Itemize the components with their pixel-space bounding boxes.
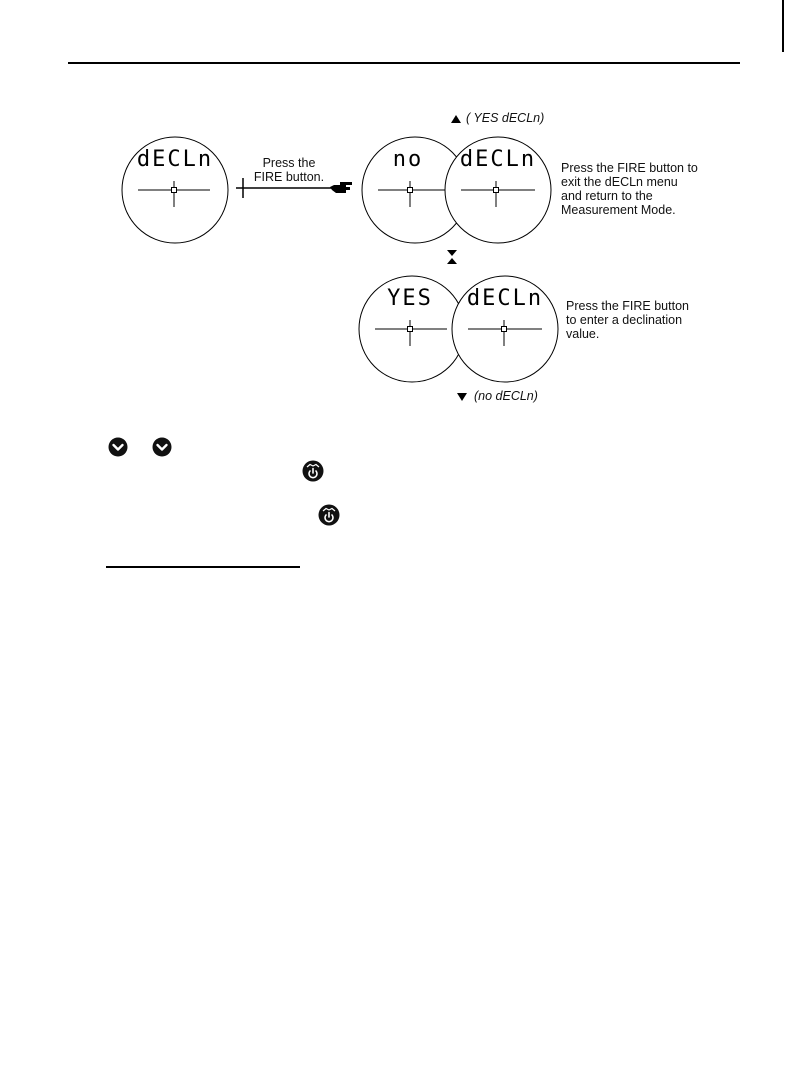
menu-bottom-arrow-label: (no dECLn) [474,389,538,403]
up-down-arrows-icon [446,249,458,265]
menu-top-display-no-text: no [392,147,424,172]
header-rule [68,62,740,64]
triangle-down-icon [456,392,468,402]
menu-bottom-display-yes-text: YES [387,286,433,311]
menu-bottom-caption: Press the FIRE button to enter a declination value. [566,299,689,341]
fire-power-icon [302,460,324,482]
section-underline [106,566,300,568]
menu-bottom-display-declination [450,274,560,384]
chevron-down-icon [108,437,128,457]
triangle-up-icon [450,114,462,124]
start-display [120,135,230,245]
fire-power-icon [318,504,340,526]
menu-top-display-declination [443,135,553,245]
chevron-down-icon [152,437,172,457]
menu-top-display-declination-text: dECLn [459,147,537,172]
menu-top-arrow-label: ( YES dECLn) [466,111,545,125]
connector-caption: Press the FIRE button. [253,156,325,184]
menu-top-caption: Press the FIRE button to exit the dECLn menu and return to the Measurement Mode. [561,161,698,217]
pointing-hand-icon [330,179,354,195]
menu-bottom-display-declination-text: dECLn [466,286,544,311]
start-display-text: dECLn [136,147,214,172]
page-edge-mark [782,0,784,52]
